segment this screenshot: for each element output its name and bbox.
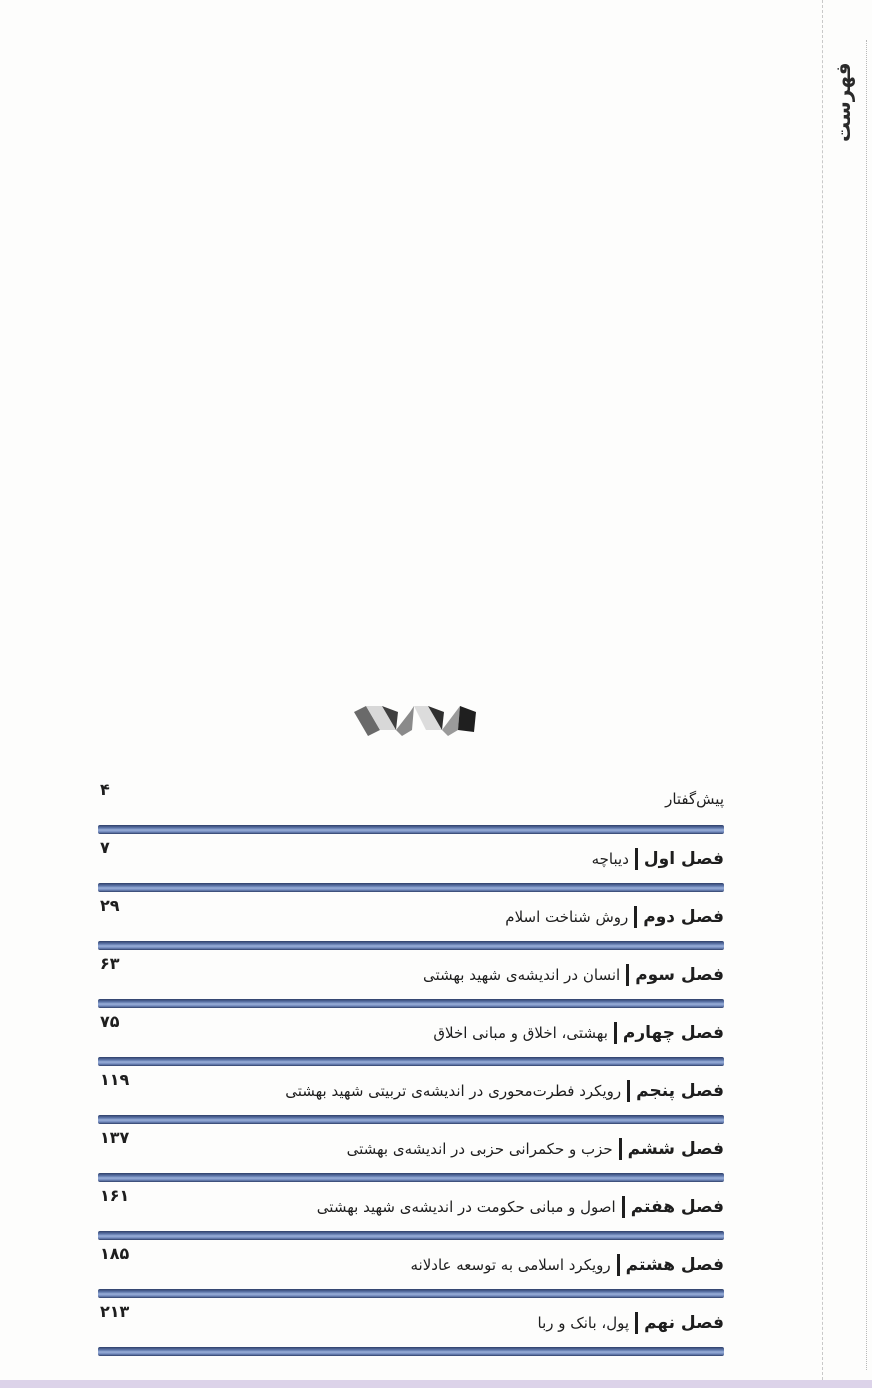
toc-chapter-label: فصل نهم <box>644 1313 724 1333</box>
toc-chapter-label: فصل ششم <box>627 1139 724 1159</box>
toc-divider <box>98 1231 724 1240</box>
margin-rule <box>822 0 823 1380</box>
toc-chapter-label: فصل چهارم <box>622 1023 724 1043</box>
toc-chapter-label: فصل پنجم <box>636 1081 724 1101</box>
toc-row[interactable] <box>98 1182 724 1240</box>
toc-title: پول، بانک و ربا <box>537 1314 630 1332</box>
toc-row[interactable] <box>98 1124 724 1182</box>
toc-page-number: ۶۳ <box>100 954 120 973</box>
table-of-contents <box>98 776 724 1356</box>
toc-title: بهشتی، اخلاق و مبانی اخلاق <box>433 1024 608 1042</box>
toc-chapter-label: فصل دوم <box>643 907 724 927</box>
toc-page-number: ۴ <box>100 780 110 799</box>
toc-separator <box>622 1196 625 1218</box>
toc-page-number: ۲۱۳ <box>100 1302 130 1321</box>
toc-page-number: ۷۵ <box>100 1012 120 1031</box>
toc-row[interactable] <box>98 950 724 1008</box>
toc-row[interactable] <box>98 1008 724 1066</box>
toc-row[interactable] <box>98 834 724 892</box>
toc-divider <box>98 1057 724 1066</box>
margin-dots <box>866 40 867 1370</box>
toc-title: روش شناخت اسلام <box>505 908 629 926</box>
toc-row[interactable] <box>98 1298 724 1356</box>
toc-page-number: ۱۶۱ <box>100 1186 130 1205</box>
toc-title: اصول و مبانی حکومت در اندیشه‌ی شهید بهشتی <box>316 1198 616 1216</box>
toc-separator <box>617 1254 620 1276</box>
toc-separator <box>635 848 638 870</box>
toc-row-preface[interactable] <box>98 776 724 834</box>
toc-row[interactable] <box>98 1066 724 1124</box>
toc-divider <box>98 1347 724 1356</box>
toc-divider <box>98 883 724 892</box>
toc-page-number: ۱۱۹ <box>100 1070 130 1089</box>
toc-title: حزب و حکمرانی حزبی در اندیشه‌ی بهشتی <box>346 1140 613 1158</box>
toc-separator <box>619 1138 622 1160</box>
toc-title: پیش‌گفتار <box>665 790 724 808</box>
toc-divider <box>98 999 724 1008</box>
toc-separator <box>614 1022 617 1044</box>
page-edge-strip <box>0 1380 872 1388</box>
toc-chapter-label: فصل اول <box>643 849 724 869</box>
toc-title: رویکرد فطرت‌محوری در اندیشه‌ی تربیتی شهید بهشتی <box>285 1082 622 1100</box>
toc-page-number: ۲۹ <box>100 896 120 915</box>
toc-divider <box>98 941 724 950</box>
toc-page-number: ۱۳۷ <box>100 1128 130 1147</box>
toc-divider <box>98 1115 724 1124</box>
toc-row[interactable] <box>98 892 724 950</box>
toc-separator <box>634 906 637 928</box>
toc-chapter-label: فصل هشتم <box>625 1255 724 1275</box>
toc-divider <box>98 1289 724 1298</box>
toc-title: انسان در اندیشه‌ی شهید بهشتی <box>422 966 621 984</box>
toc-divider <box>98 825 724 834</box>
toc-separator <box>635 1312 638 1334</box>
toc-page-number: ۷ <box>100 838 110 857</box>
side-heading: فهرست <box>831 62 855 142</box>
toc-chapter-label: فصل سوم <box>635 965 724 985</box>
toc-separator <box>627 1080 630 1102</box>
toc-chapter-label: فصل هفتم <box>630 1197 724 1217</box>
toc-divider <box>98 1173 724 1182</box>
toc-title: رویکرد اسلامی به توسعه عادلانه <box>410 1256 611 1274</box>
toc-title: دیباچه <box>591 850 629 868</box>
toc-separator <box>626 964 629 986</box>
toc-page-number: ۱۸۵ <box>100 1244 130 1263</box>
zigzag-cube-ornament-icon <box>352 702 478 736</box>
toc-row[interactable] <box>98 1240 724 1298</box>
